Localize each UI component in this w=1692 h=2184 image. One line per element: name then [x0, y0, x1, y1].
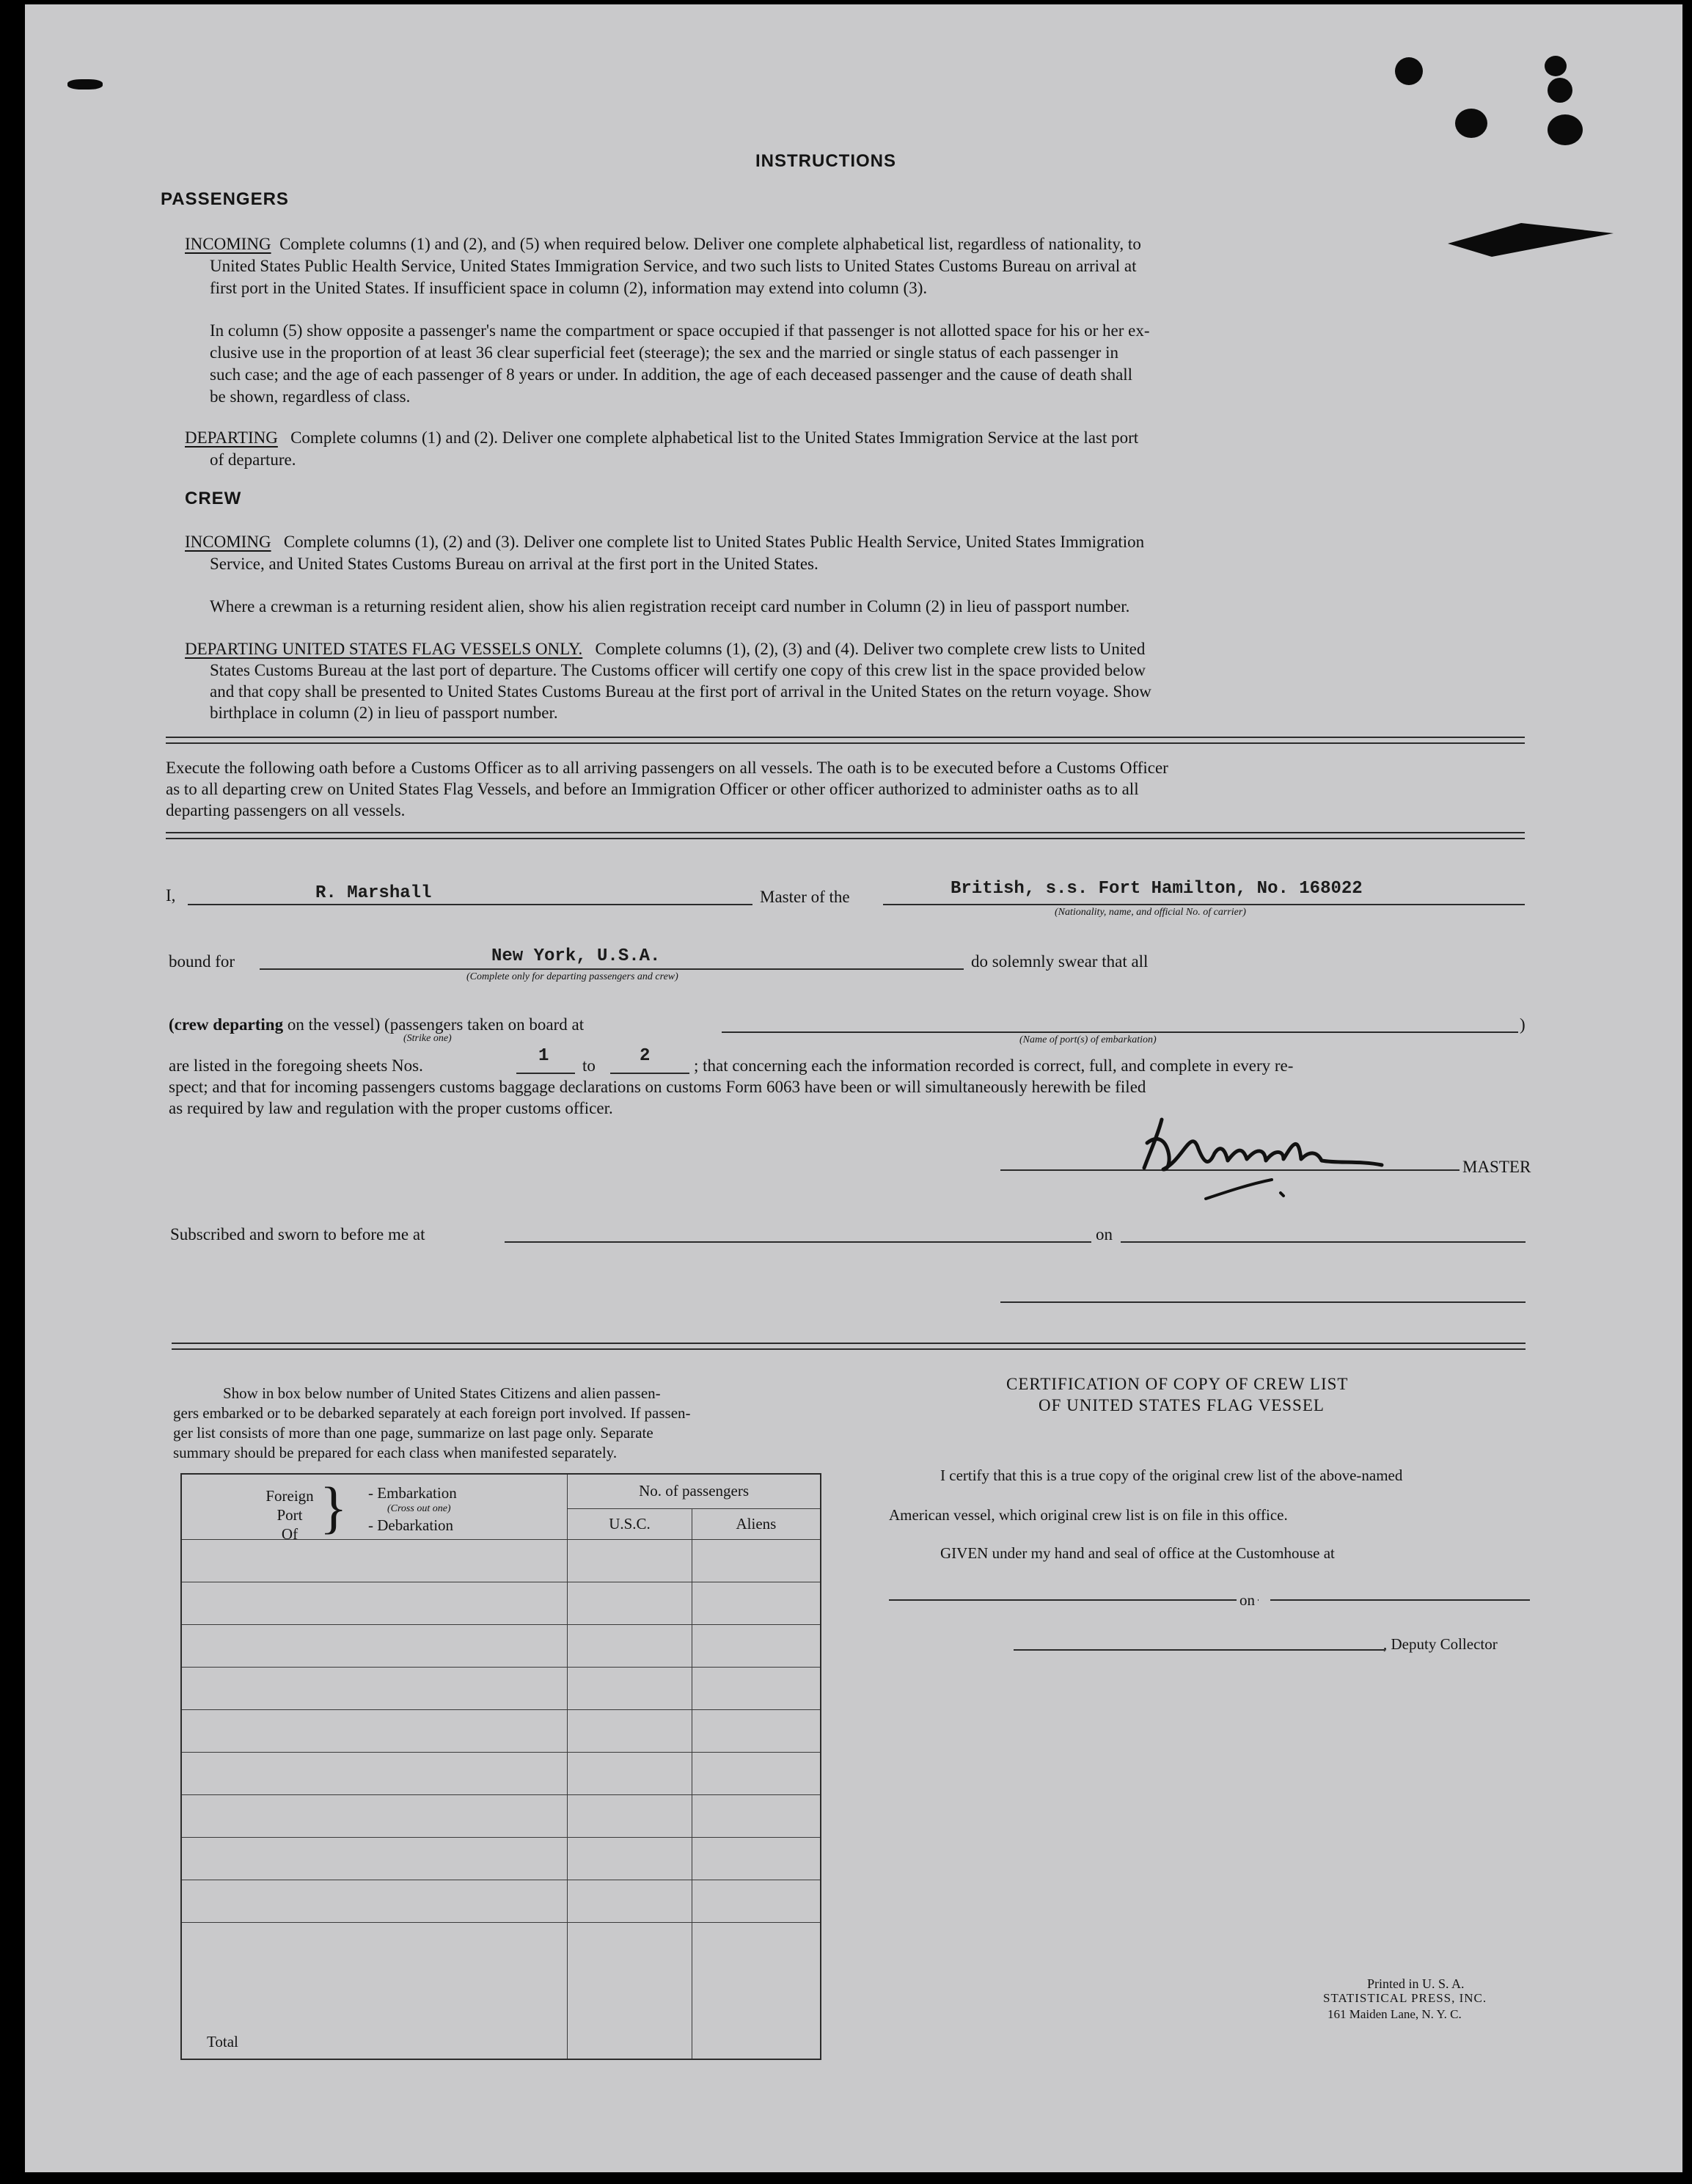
aliens-cell[interactable]: [692, 1709, 821, 1752]
divider: [172, 1343, 1526, 1350]
ports-line: [722, 1031, 1518, 1033]
crew-departing-line-4: birthplace in column (2) in lieu of passport number.: [210, 704, 558, 722]
divider: [166, 737, 1525, 744]
table-row: [181, 1709, 821, 1752]
divider: [166, 832, 1525, 839]
aliens-cell[interactable]: [692, 1837, 821, 1880]
passengers-departing-line-2: of departure.: [210, 450, 296, 469]
to-label: to: [582, 1056, 596, 1075]
summary-note-line-1: Show in box below number of United States Citizens and alien passen-: [223, 1384, 661, 1402]
subscribed-place-line: [505, 1241, 1091, 1243]
passengers-incoming-label: INCOMING: [185, 235, 271, 253]
destination-caption: (Complete only for departing passengers and crew): [466, 971, 678, 982]
of-label: Of: [281, 1525, 299, 1543]
certification-line-3: GIVEN under my hand and seal of office at the Customhouse at: [940, 1544, 1335, 1562]
port-cell[interactable]: [181, 1794, 568, 1837]
cross-out-caption: (Cross out one): [387, 1503, 451, 1514]
vessel-field[interactable]: British, s.s. Fort Hamilton, No. 168022: [951, 879, 1363, 899]
foreign-label: Foreign: [265, 1487, 314, 1505]
summary-note-line-2: gers embarked or to be debarked separately at each foreign port involved. If passen-: [173, 1404, 691, 1422]
crew-departing-line-3: and that copy shall be presented to United States Customs Bureau at the first port of arrival in the United States on the return voyage. Show: [210, 682, 1151, 701]
ink-blot: [1455, 109, 1487, 138]
instructions-title: INSTRUCTIONS: [755, 151, 896, 171]
passengers-incoming-block: [185, 233, 1141, 255]
crew-incoming-line-1: Complete columns (1), (2) and (3). Deliver one complete list to United States Public Health Service, United States Immigration: [283, 533, 1145, 551]
sheet-to-field[interactable]: 2: [640, 1046, 651, 1066]
usc-cell[interactable]: [568, 1752, 692, 1794]
brace-icon: }: [320, 1475, 348, 1539]
vessel-line: [883, 904, 1525, 905]
port-cell[interactable]: [181, 1667, 568, 1709]
listed-line-2: spect; and that for incoming passengers customs baggage declarations on customs Form 6063 have been or will simultaneously herewith be filed: [169, 1078, 1146, 1096]
usc-cell[interactable]: [568, 1880, 692, 1922]
close-paren: ): [1520, 1015, 1526, 1034]
port-cell[interactable]: [181, 1709, 568, 1752]
aliens-cell[interactable]: [692, 1624, 821, 1667]
passengers-taken-option: (passengers taken on board at: [384, 1015, 585, 1034]
aliens-cell[interactable]: [692, 1539, 821, 1582]
officer-signature-line: [1000, 1301, 1526, 1303]
listed-label: are listed in the foregoing sheets Nos.: [169, 1056, 423, 1075]
listed-line-3: as required by law and regulation with the proper customs officer.: [169, 1099, 613, 1117]
port-header: [181, 1474, 568, 1543]
ink-blot: [1548, 114, 1583, 145]
crew-incoming-block: [185, 531, 1144, 553]
destination-field[interactable]: New York, U.S.A.: [491, 946, 661, 966]
crew-heading: CREW: [185, 489, 242, 508]
total-aliens-cell[interactable]: [692, 1922, 821, 2059]
total-label: Total: [181, 1922, 568, 2059]
aliens-cell[interactable]: [692, 1667, 821, 1709]
port-cell[interactable]: [181, 1752, 568, 1794]
table-row: [181, 1582, 821, 1624]
crew-departing-line-1: Complete columns (1), (2), (3) and (4). Deliver two complete crew lists to United: [595, 640, 1146, 658]
table-row: [181, 1794, 821, 1837]
master-signature[interactable]: [1118, 1105, 1426, 1208]
deputy-collector-label: , Deputy Collector: [1383, 1635, 1498, 1653]
debarkation-label: - Debarkation: [368, 1516, 454, 1534]
summary-note-line-3: ger list consists of more than one page, summarize on last page only. Separate: [173, 1424, 653, 1442]
customhouse-line: [889, 1599, 1259, 1601]
ink-blot: [1548, 78, 1572, 103]
subscribed-on-label: on: [1096, 1225, 1113, 1243]
aliens-cell[interactable]: [692, 1582, 821, 1624]
usc-cell[interactable]: [568, 1582, 692, 1624]
certification-line-1: I certify that this is a true copy of the original crew list of the above-named: [940, 1467, 1403, 1484]
oath-intro-line-1: Execute the following oath before a Customs Officer as to all arriving passengers on all vessels. The oath is to be executed before a Customs Officer: [166, 759, 1168, 777]
oath-intro-line-3: departing passengers on all vessels.: [166, 801, 406, 819]
master-name-line: [188, 904, 752, 905]
aliens-header: Aliens: [692, 1508, 821, 1539]
passenger-summary-table: [180, 1473, 821, 2060]
certification-heading-1: CERTIFICATION OF COPY OF CREW LIST: [1006, 1375, 1349, 1393]
summary-note-line-4: summary should be prepared for each class when manifested separately.: [173, 1444, 618, 1461]
certification-line-2: American vessel, which original crew list is on file in this office.: [889, 1506, 1288, 1524]
printer-line-3: 161 Maiden Lane, N. Y. C.: [1327, 2007, 1462, 2021]
usc-cell[interactable]: [568, 1837, 692, 1880]
column5-line-3: such case; and the age of each passenger of 8 years or under. In addition, the age of each deceased passenger and the cause of death shall: [210, 365, 1133, 384]
table-row: [181, 1880, 821, 1922]
crew-departing-block: [185, 638, 1145, 660]
master-of-label: Master of the: [760, 888, 850, 906]
oath-i-label: I,: [166, 886, 176, 905]
port-cell[interactable]: [181, 1624, 568, 1667]
crew-departing-option: (crew departing: [169, 1015, 284, 1034]
certification-heading-2: OF UNITED STATES FLAG VESSEL: [1039, 1396, 1325, 1414]
crew-departing-label: DEPARTING UNITED STATES FLAG VESSELS ONLY.: [185, 640, 583, 658]
sheet-to-line: [610, 1073, 689, 1074]
usc-cell[interactable]: [568, 1667, 692, 1709]
passengers-departing-block: [185, 427, 1138, 449]
bound-for-label: bound for: [169, 952, 235, 971]
column5-line-1: In column (5) show opposite a passenger's name the compartment or space occupied if that passenger is not allotted space for his or her ex-: [210, 321, 1150, 340]
swear-label: do solemnly swear that all: [971, 952, 1149, 971]
on-vessel-text: on the vessel): [287, 1015, 381, 1034]
usc-cell[interactable]: [568, 1539, 692, 1582]
aliens-cell[interactable]: [692, 1880, 821, 1922]
table-row: [181, 1837, 821, 1880]
column5-line-4: be shown, regardless of class.: [210, 387, 411, 406]
usc-cell[interactable]: [568, 1794, 692, 1837]
total-row: [181, 1922, 821, 2059]
master-label: MASTER: [1462, 1158, 1531, 1176]
sheet-from-line: [516, 1073, 575, 1074]
ports-caption: (Name of port(s) of embarkation): [1019, 1034, 1157, 1045]
passengers-incoming-line-2: United States Public Health Service, United States Immigration Service, and two such lists to United States Customs Bureau on arrival at: [210, 257, 1137, 275]
certification-date-line: [1270, 1599, 1530, 1601]
strike-caption: (Strike one): [403, 1033, 452, 1044]
port-cell[interactable]: [181, 1539, 568, 1582]
usc-cell[interactable]: [568, 1624, 692, 1667]
oath-intro-line-2: as to all departing crew on United States Flag Vessels, and before an Immigration Officer or other officer authorized to administer oaths as to all: [166, 780, 1139, 798]
port-label: Port: [276, 1506, 303, 1524]
ink-blot: [1395, 57, 1423, 85]
vessel-caption: (Nationality, name, and official No. of carrier): [1055, 907, 1246, 918]
aliens-cell[interactable]: [692, 1752, 821, 1794]
sheet-from-field[interactable]: 1: [538, 1046, 549, 1066]
table-row: [181, 1752, 821, 1794]
table-row: [181, 1667, 821, 1709]
embarkation-label: - Embarkation: [368, 1484, 457, 1502]
passengers-heading: PASSENGERS: [161, 189, 289, 209]
ink-blot: [67, 79, 103, 90]
usc-cell[interactable]: [568, 1709, 692, 1752]
certification-on-label: on: [1237, 1590, 1258, 1610]
no-passengers-header: No. of passengers: [568, 1474, 821, 1508]
printer-line-2: STATISTICAL PRESS, INC.: [1323, 1991, 1487, 2005]
printer-line-1: Printed in U. S. A.: [1367, 1976, 1465, 1991]
crew-incoming-label: INCOMING: [185, 533, 271, 551]
strike-one-line: [169, 1014, 584, 1036]
ink-blot: [1545, 56, 1567, 76]
port-cell[interactable]: [181, 1582, 568, 1624]
listed-rest-1: ; that concerning each the information recorded is correct, full, and complete in every re-: [694, 1056, 1294, 1075]
port-cell[interactable]: [181, 1880, 568, 1922]
table-row: [181, 1539, 821, 1582]
aliens-cell[interactable]: [692, 1794, 821, 1837]
column5-line-2: clusive use in the proportion of at least 36 clear superficial feet (steerage); the sex and the married or single status of each passenger in: [210, 343, 1118, 362]
port-cell[interactable]: [181, 1837, 568, 1880]
passengers-incoming-line-1: Complete columns (1) and (2), and (5) when required below. Deliver one complete alphabetical list, regardless of nationality, to: [279, 235, 1141, 253]
crew-resident-line: Where a crewman is a returning resident alien, show his alien registration receipt card number in Column (2) in lieu of passport number.: [210, 597, 1130, 616]
passengers-incoming-line-3: first port in the United States. If insufficient space in column (2), information may extend into column (3).: [210, 279, 928, 297]
document-page: [25, 4, 1682, 2172]
passengers-departing-label: DEPARTING: [185, 428, 278, 447]
ink-mark: [1448, 223, 1618, 260]
crew-departing-line-2: States Customs Bureau at the last port of departure. The Customs officer will certify one copy of this crew list in the space provided below: [210, 661, 1146, 679]
subscribed-label: Subscribed and sworn to before me at: [170, 1225, 425, 1243]
crew-incoming-line-2: Service, and United States Customs Bureau on arrival at the first port in the United States.: [210, 555, 818, 573]
passengers-departing-line-1: Complete columns (1) and (2). Deliver one complete alphabetical list to the United States Immigration Service at the last port: [290, 428, 1139, 447]
usc-header: U.S.C.: [568, 1508, 692, 1539]
deputy-signature-line: [1014, 1649, 1385, 1651]
master-name-field[interactable]: R. Marshall: [315, 883, 432, 903]
table-row: [181, 1624, 821, 1667]
subscribed-date-line: [1121, 1241, 1526, 1243]
destination-line: [260, 968, 964, 970]
total-usc-cell[interactable]: [568, 1922, 692, 2059]
